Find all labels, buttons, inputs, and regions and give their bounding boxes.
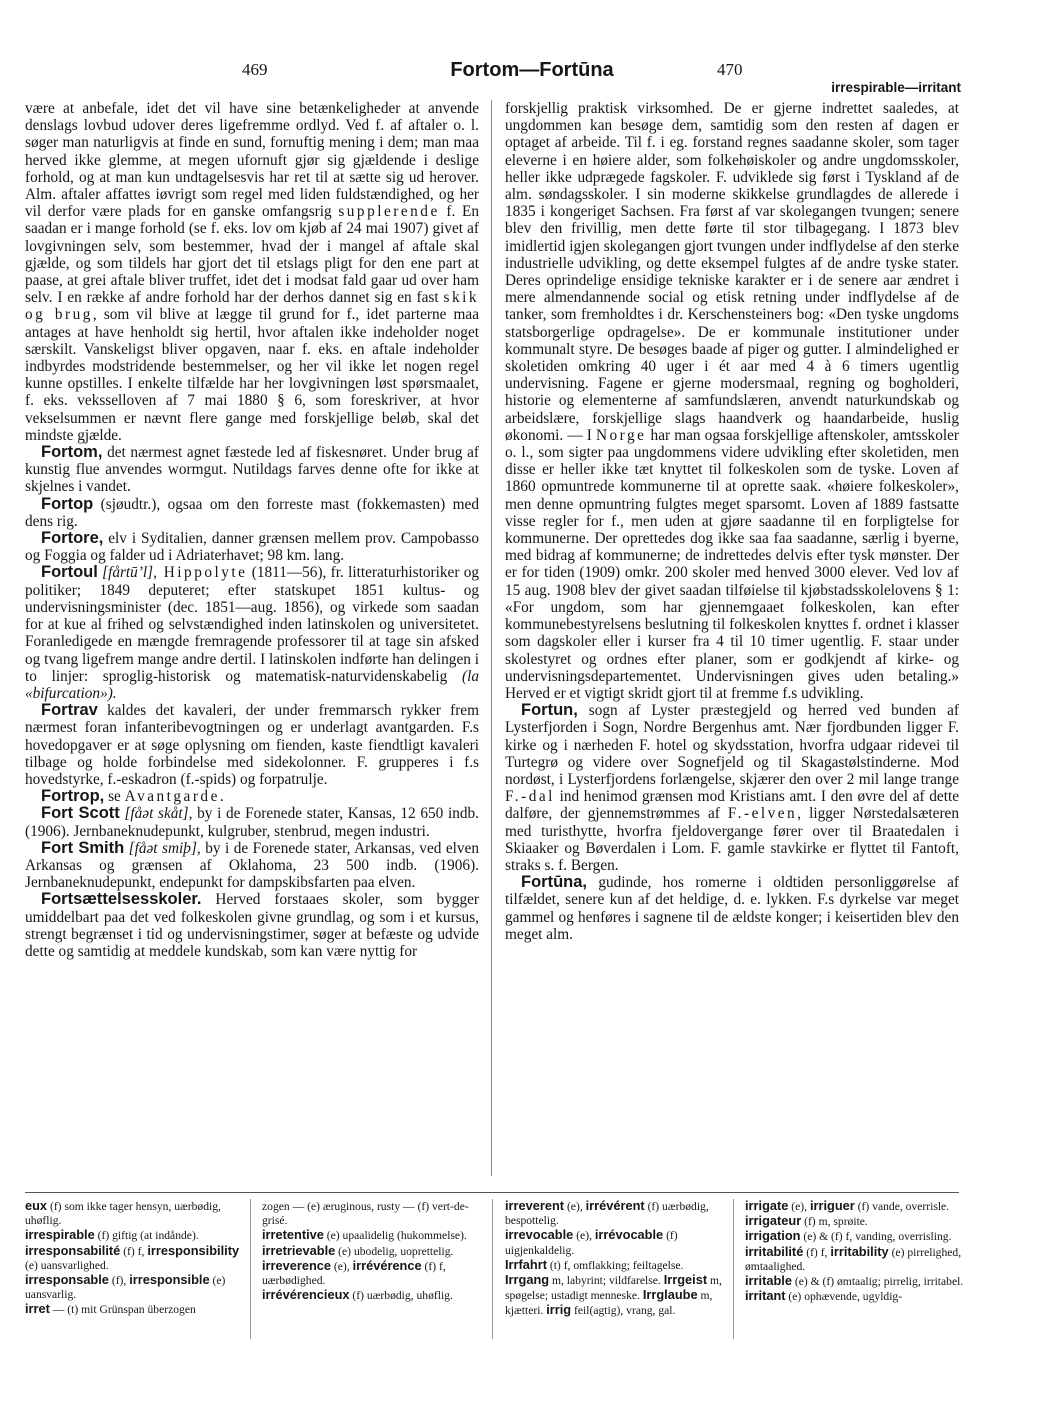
text: f. En saadan er i mange forhold (se f. eks. lov om kjøb af 24 mai 1907) givet af lovgivningen selv, som bestemmer, hvad der i mangel af aftale skal gjælde, og som tildels har gjort det til etslags pligt for den ene part at paase, at grei aftale bliver truffet, idet det i modsat fald gaar ud over ham selv. I en række af andre forhold har der derhos dannet sig en fast (25, 203, 479, 307)
footer-entry (262, 1199, 484, 1228)
definition: by i de Forenede stater, Kansas, 12 650 indb. (1906). Jernbaneknudepunkt, kulgruber, stenbrud, megen industri. (25, 805, 479, 840)
footer-gloss: (e) upaalidelig (hukommelse). (323, 1229, 467, 1243)
footer-headword: irrévérent (585, 1198, 645, 1213)
footer-entry (505, 1228, 727, 1257)
footer-column-4 (745, 1199, 967, 1304)
footer-gloss: (f) vande, overrisle. (854, 1200, 950, 1213)
footer-headword: Irrgeist (663, 1272, 708, 1288)
footer-gloss: (e), (573, 1229, 595, 1243)
headword: Fortoul (41, 563, 98, 582)
footer-headword: irrigateur (745, 1213, 802, 1229)
footer-gloss: (f), (108, 1274, 130, 1288)
footer-column-3 (505, 1199, 727, 1319)
pronunciation: [fåət smiþ], (124, 839, 201, 857)
entry-fort-scott (25, 805, 479, 839)
footer-divider (250, 1199, 251, 1339)
footer-gloss: m, labyrint; vildfarelse. (549, 1274, 664, 1288)
spaced-text: Hippolyte (156, 564, 248, 582)
footer-headword: irrig (546, 1302, 572, 1318)
footer-rule (25, 1192, 959, 1193)
text: . (219, 788, 224, 806)
headword: Fortrav (41, 701, 98, 720)
entry-fortsaettelsesskoler (25, 891, 479, 960)
footer-gloss: (f) giftig (at indånde). (94, 1229, 199, 1243)
footer-headword: irretrievable (262, 1242, 336, 1258)
headword: Fortrop, (41, 787, 105, 806)
text: forskjellig praktisk virksomhed. De er gjerne indrettet saaledes, at ungdommen kan besøge dem, samtidig som den resten af dagen er optaget af arbeide. Til f. i eg. forstand regnes saadanne skoler, som tager eleverne i en høiere alder, som folkehøiskoler og andre ungdomsskoler, heller ikke udprægede fagskoler. F. udviklede sig først i Tyskland af de alm. søndagsskoler. I sin moderne skikkelse grundlagdes de allerede i 1835 i kongeriget Sachsen. Fra først af var skolegangen tvungen; senere blev den frivillig, men dette førte til stor tilbagegang. I 1873 blev imidlertid igjen skolegangen gjort tvungen under indflydelse af den sterke industrielle udvikling, og dette eksempel fulgtes af de andre tyske stater. Deres oprindelige ensidige tekniske karakter er i de senere aar ændret i mere almendannende social og etisk retning under indflydelse af de tanker, som fremholdtes i dr. Kerschensteiners bog: «Den tyske ungdoms statsborgerlige opdragelse». De er kommunale institutioner under kommunalt styre. De besøges baade af piger og gutter. I almindelighed er skoletiden omkring 40 uger i ét aar med 4 à 6 timers ugentlig undervisning. Fagene er gjerne modersmaal, regning og bogholderi, historie og elementerne af samfundslæren, anvendt naturkundskab og arbeidslære, forskjellige slags haandverk og haandarbeide, huslig økonomi. — I (505, 100, 959, 444)
footer-gloss: (t) f, omflakking; feiltagelse. (546, 1258, 684, 1272)
footer-headword: irrévérence (352, 1257, 422, 1273)
footer-entry (25, 1273, 247, 1302)
entry-fortom (25, 444, 479, 496)
footer-headword: irresponsible (129, 1272, 210, 1288)
footer-headword: Irrfahrt (505, 1256, 547, 1272)
headword: Fortūna, (521, 873, 587, 892)
definition: kaldes det kavaleri, der under fremmarsch rykker frem nærmest foran infanteribevogtningen og er underlagt avantgarden. F.s hovedopgaver er at søge oplysning om fienden, kaste fiendtligt kavaleri tilbage og holde forbindelse med sidekolonner. F. grupperes i f.s hovedstyrke, f.-eskadron (f.-spids) og forpatrulje. (25, 702, 479, 788)
headword: Fortop (41, 494, 94, 513)
text: , som vil blive at lægge til grund for f., idet parterne maa antages at have henholdt sig hertil, hvor aftalen ikke indeholder noget særskilt. Vanskeligst bliver opgaven, naar f. eks. en aftale indeholder indbyrdes modstridende bestemmelser, og her vil ikke let nogen regel kunne opstilles. I enkelte tilfælde har her lovgivningen løst spørsmaalet, f. eks. veksselloven af 7 mai 1880 § 6, som foreskriver, at hvor vekselsummen er nævnt flere gange med forskjellige beløb, skal det mindste gjælde. (25, 306, 479, 444)
entry-fortrop (25, 788, 479, 805)
footer-gloss: (f) m, sprøite. (801, 1215, 868, 1229)
spaced-text: skik og brug (25, 289, 479, 324)
footer-headword: irret (25, 1301, 50, 1317)
definition: det nærmest agnet fæstede led af fiskesnøret. Under brug af kunstig flue anvendes wormgut. Nutildags farves denne ofte for ikke at skjelnes i vandet. (25, 444, 479, 496)
footer-headword: irrigation (745, 1228, 801, 1244)
footer-gloss: m, kjætteri. (505, 1289, 713, 1318)
text: ind henimod grænsen mod Kristians amt. I den øvre del af dette dalføre, der gjennemstrømmes af (505, 788, 959, 823)
footer-headword: irretentive (262, 1227, 324, 1243)
footer-gloss: feil(agtig), vrang, gal. (571, 1304, 676, 1318)
footer-gloss: (e) ubodelig, uoprettelig. (335, 1244, 454, 1258)
text: være at anbefale, idet det vil have sine betænkeligheder at anvende denslags lovbud udover deres ligefremme ordlyd. Ved f. af aftaler o. l. søger man naturligvis at finde en sund, fornuftig mening i dem; man maa herved ikke glemme, at megen ufornuft gjør sig gjældende i deslige forhold, og at man kun undtagelsesvis har ret til at sætte sig ud herover. Alm. aftaler affattes iøvrigt som regel med liden fuldstændighed, og her vil derfor være plads for en ganske omfangsrig (25, 100, 479, 221)
footer-entry (25, 1244, 247, 1273)
footer-column-2 (262, 1199, 484, 1303)
footer-gloss: (e), (788, 1200, 810, 1213)
page-number-left: 469 (242, 60, 268, 79)
pronunciation: [fåət skåt], (119, 805, 193, 823)
headword: Fortsættelsesskoler. (41, 890, 202, 909)
footer-headword: irreverent (505, 1198, 565, 1213)
headword: Fortore, (41, 529, 104, 548)
entry-fortun (505, 702, 959, 874)
guide-words: irrespirable—irritant (831, 80, 961, 95)
footer-headword: irritabilité (745, 1243, 804, 1259)
footer-headword: irrespirable (25, 1227, 95, 1243)
entry-fortrav (25, 702, 479, 788)
definition: (sjøudtr.), ogsaa om den forreste mast (fokkemasten) med dens rig. (25, 495, 479, 530)
footer-gloss: (e) & (f) f, vanding, overrisling. (800, 1230, 952, 1244)
spaced-text: F.-dal (505, 788, 555, 806)
footer-headword: irrévérencieux (262, 1287, 350, 1303)
footer-entry (505, 1258, 727, 1319)
footer-entry (25, 1228, 247, 1243)
entry-continuation (505, 100, 959, 702)
footer-entry (745, 1229, 967, 1244)
entry-fortoul (25, 564, 479, 702)
entry-fortore (25, 530, 479, 564)
definition: (1811—56), fr. litteraturhistoriker og politiker; 1849 deputeret; efter statskupet 1851 kultus- og undervisningsminister (dec. 1851—aug. 1856), og virkede som saadan for at kue al frihed og selvstændighed inden latinskolen og universitetet. Foranledigede en mængde fremragende professorer til at tage sin afsked og tvang ligefrem mange andre dertil. I latinskolen indførte han delingen i to linjer: sproglig-historisk og matematisk-naturvidenskabelig (25, 564, 479, 685)
italic-text: (la «bifurcation»). (25, 667, 479, 702)
footer-gloss: (e), (564, 1200, 586, 1213)
footer-gloss: zogen — (e) æruginous, rusty — (f) vert-de-grisé. (262, 1200, 469, 1228)
footer-gloss: — (t) mit Grünspan überzogen (49, 1303, 196, 1317)
footer-headword: irriguer (809, 1198, 855, 1213)
footer-headword: irrévocable (594, 1227, 664, 1243)
right-column (505, 100, 959, 1176)
footer-headword: irreverence (262, 1257, 332, 1273)
footer-gloss: (f) som ikke tager hensyn, uærbødig, uhøflig. (25, 1200, 221, 1228)
footer-headword: irritant (745, 1288, 786, 1304)
entry-fortop (25, 496, 479, 530)
left-column (25, 100, 479, 1176)
footer-entry (25, 1302, 247, 1317)
footer-gloss: m, spøgelse; ustadigt menneske. (505, 1274, 722, 1303)
definition: gudinde, hos romerne i oldtiden personliggørelse af tilfældet, senere kun af det heldige, d. e. lykken. F.s dyrkelse var meget gammel og henføres i sagnene til de ældste konger; i keisertiden blev den meget alm. (505, 874, 959, 943)
footer-gloss: (f) f, (803, 1245, 831, 1259)
spaced-text: Norge (595, 426, 647, 444)
spaced-text: supplerende (338, 203, 440, 221)
footer-entry (505, 1199, 727, 1228)
footer-entry (262, 1288, 484, 1303)
footer-gloss: (f) f, uærbødighed. (262, 1259, 446, 1288)
footer-headword: irresponsibility (147, 1242, 240, 1258)
footer-entry (745, 1245, 967, 1274)
pronunciation: [fårtū’l], (97, 564, 157, 582)
footer-headword: eux (25, 1198, 48, 1213)
text: har man ogsaa forskjellige aftenskoler, amtsskoler o. l., som sigter paa ungdommens videre udvikling efter skoletiden, men disse er heller ikke tæt knyttet til folkeskolen som de tyske. Loven af 1860 opmuntrede kommunerne til at oprette saak. «høiere folkeskoler», men denne opmuntring fulgtes meget sparsomt. Loven af 1889 fastsatte visse regler for f., men uden at gjøre saadanne til en forpligtelse for kommunerne. Der oprettedes dog ikke saa faa saadanne, særlig i byerne, med bidrag af kommunerne; de indrettedes delvis efter tysk mønster. Der er for tiden (1909) omkr. 200 skoler med henved 3000 elever. Ved lov af 15 aug. 1908 blev der givet saadan tilføielse til kjøbstadsskolelovens § 1: «For ungdom, som har gjennemgaaet folkeskolen, kan efter kommunebestyrelsens beslutning til folkeskolen knyttes f. ordnet i klasser som dagskoler eller i kurser fra 4 til 10 timer ugentlig. F. staar under skolestyret og ordnes efter planer, som er godkjendt af kirke- og undervisningsdepartementet. Undervisningen gives uden betaling.» Herved er et vigtigt skridt gjort til at fremme f.s udvikling. (505, 426, 959, 702)
definition: Herved forstaaes skoler, som bygger umiddelbart paa det ved folkeskolen givne grundlag, og som i et kursus, strengt begrænset i tid og undervisningstimer, søger at befæste og udvide dette og samtidig at meddele kundskab, som kan være nyttig for (25, 891, 479, 960)
footer-column-1 (25, 1199, 247, 1318)
headword: Fortom, (41, 443, 103, 462)
footer-headword: Irrglaube (642, 1287, 698, 1303)
footer-entry (745, 1214, 967, 1229)
running-title: Fortom—Fortūna (450, 59, 614, 81)
footer-headword: irrigate (745, 1198, 789, 1213)
footer-entry (745, 1199, 967, 1214)
text: , ligger Nørstedalsæteren med turisthytte, hvorfra fjeldovergange fører over til Braatedalen i Skiaaker og Bøverdalen i Lom. F. gamle stavkirke er flyttet til Fantoft, straks s. f. Bergen. (505, 805, 959, 874)
footer-gloss: (e), (331, 1259, 353, 1273)
footer-entry (262, 1228, 484, 1243)
page-number-right: 470 (717, 60, 743, 79)
footer-gloss: (e) pirrelighed, ømtaalighed. (745, 1245, 962, 1273)
entry-fortuna (505, 874, 959, 943)
footer-headword: irrevocable (505, 1227, 574, 1243)
footer-headword: irritability (830, 1243, 889, 1259)
footer-gloss: (f) uærbødig, uhøflig. (349, 1289, 453, 1303)
footer-entry (262, 1259, 484, 1288)
footer-gloss: (f) uærbødig, bespottelig. (505, 1200, 709, 1228)
footer-entry (745, 1274, 967, 1289)
spaced-text: F.-elven (727, 805, 798, 823)
footer-gloss: (f) f, (120, 1244, 148, 1258)
headword: Fort Smith (41, 838, 125, 857)
entry-fort-smith (25, 840, 479, 892)
footer-gloss: (e) & (f) ømtaalig; pirrelig, irritabel. (791, 1275, 964, 1289)
footer-entry (745, 1289, 967, 1304)
footer-headword: Irrgang (505, 1272, 550, 1288)
cross-reference: Avantgarde (124, 788, 220, 806)
footer-gloss: (e) uansvarlig. (25, 1274, 226, 1302)
footer-divider (492, 1199, 493, 1339)
footer-gloss: (e) uansvarlighed. (25, 1258, 109, 1272)
entry-continuation (25, 100, 479, 444)
footer-gloss: (f) uigjenkaldelig. (505, 1229, 678, 1257)
footer-headword: irresponsable (25, 1272, 109, 1288)
definition: sogn af Lyster præstegjeld og herred ved bunden af Lysterfjorden i Sogn, Nordre Bergenhus amt. Nær fjordbunden ligger F. kirke og i nærheden F. hotel og skydsstation, hvorfra udgaar ridevei til Turtegrø og videre over Sognefjeld og til Skagastølstinderne. Mod nordøst, i Lysterfjordens forlængelse, skjærer den over 2 mil lange trange (505, 702, 959, 788)
footer-entry (25, 1199, 247, 1228)
definition: se (104, 788, 125, 806)
footer-headword: irresponsabilité (25, 1242, 121, 1258)
column-divider (491, 100, 492, 1176)
headword: Fort Scott (41, 804, 120, 823)
definition: by i de Forenede stater, Arkansas, ved elven Arkansas og grænsen af Oklahoma, 23 500 indb. (1906). Jernbaneknudepunkt, endepunkt for dampskibsfarten paa elven. (25, 839, 479, 892)
footer-entry (262, 1244, 484, 1259)
footer-headword: irritable (745, 1273, 792, 1289)
definition: elv i Syditalien, danner grænsen mellem prov. Campobasso og Foggia og falder ud i Adriaterhavet; 98 km. lang. (25, 530, 479, 565)
footer-divider (733, 1199, 734, 1339)
headword: Fortun, (521, 701, 578, 720)
footer-gloss: (e) ophævende, ugyldig- (785, 1290, 903, 1304)
